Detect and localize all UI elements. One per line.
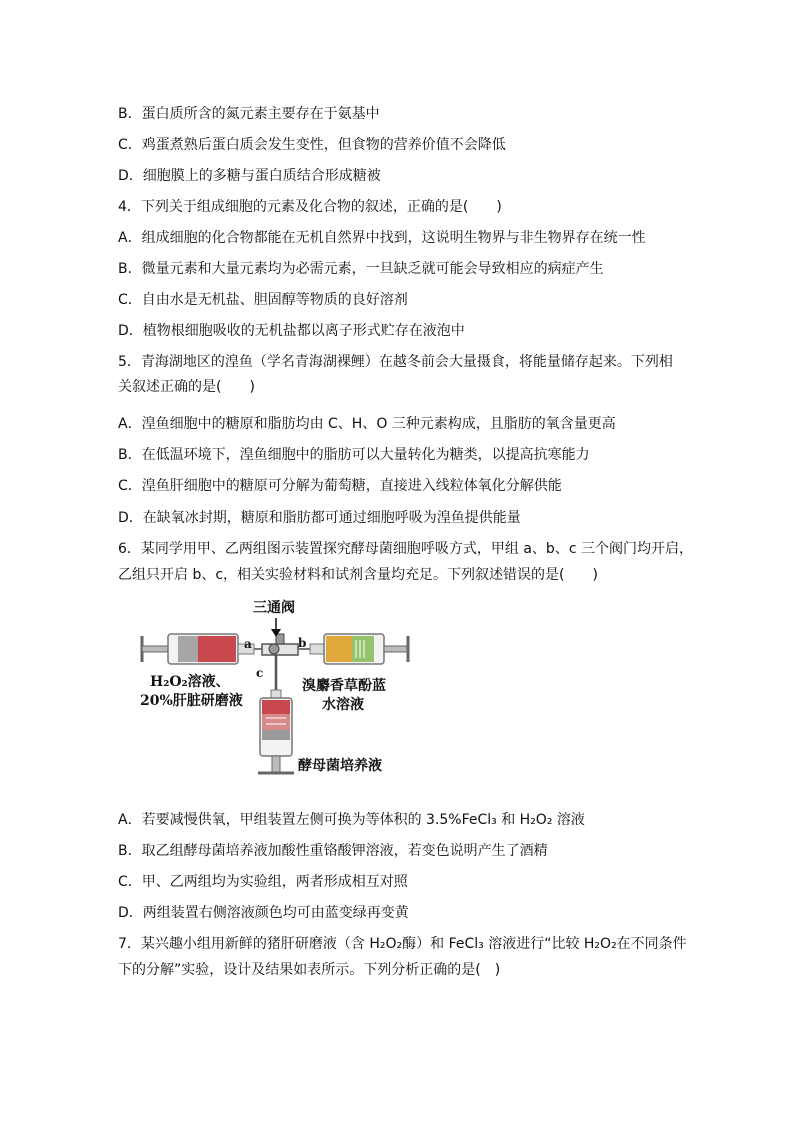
question-5-stem-cont: 关叙述正确的是( ) bbox=[118, 379, 255, 395]
port-b-label: b bbox=[298, 636, 307, 650]
option-d-q4: D．植物根细胞吸收的无机盐都以离子形式贮存在液泡中 bbox=[118, 323, 465, 339]
option-c-q3: C．鸡蛋煮熟后蛋白质会发生变性，但食物的营养价值不会降低 bbox=[118, 137, 506, 153]
option-a-q5: A．湟鱼细胞中的糖原和脂肪均由 C、H、O 三种元素构成，且脂肪的氧含量更高 bbox=[118, 416, 616, 432]
three-way-valve bbox=[262, 634, 298, 690]
question-6-stem-cont: 乙组只开启 b、c，相关实验材料和试剂含量均充足。下列叙述错误的是( ) bbox=[118, 567, 598, 583]
left-syringe-label-1: H₂O₂溶液、 bbox=[150, 674, 230, 690]
option-c-q6: C．甲、乙两组均为实验组，两者形成相互对照 bbox=[118, 874, 408, 890]
valve-label: 三通阀 bbox=[253, 600, 295, 616]
option-b-q5: B．在低温环境下，湟鱼细胞中的脂肪可以大量转化为糖类，以提高抗寒能力 bbox=[118, 447, 590, 463]
question-5-stem: 5．青海湖地区的湟鱼（学名青海湖裸鲤）在越冬前会大量摄食，将能量储存起来。下列相 bbox=[118, 354, 673, 370]
option-b-q3: B．蛋白质所含的氮元素主要存在于氨基中 bbox=[118, 106, 380, 122]
option-a-q6: A．若要减慢供氧，甲组装置左侧可换为等体积的 3.5%FeCl₃ 和 H₂O₂ 溶液 bbox=[118, 812, 585, 828]
right-syringe bbox=[310, 634, 408, 664]
question-4-stem: 4．下列关于组成细胞的元素及化合物的叙述，正确的是( ) bbox=[118, 199, 502, 215]
option-b-q6: B．取乙组酵母菌培养液加酸性重铬酸钾溶液，若变色说明产生了酒精 bbox=[118, 843, 548, 859]
option-c-q5: C．湟鱼肝细胞中的糖原可分解为葡萄糖，直接进入线粒体氧化分解供能 bbox=[118, 478, 562, 494]
option-c-q4: C．自由水是无机盐、胆固醇等物质的良好溶剂 bbox=[118, 292, 408, 308]
port-c-label: c bbox=[256, 666, 264, 680]
right-syringe-label-1: 溴麝香草酚蓝 bbox=[302, 678, 386, 694]
question-6-stem: 6．某同学用甲、乙两组图示装置探究酵母菌细胞呼吸方式，甲组 a、b、c 三个阀门均开启， bbox=[118, 541, 693, 557]
syringe-apparatus-figure bbox=[138, 600, 418, 790]
question-7-stem: 7．某兴趣小组用新鲜的猪肝研磨液（含 H₂O₂酶）和 FeCl₃ 溶液进行“比较 H₂O₂在不同条件 bbox=[118, 936, 687, 952]
question-7-stem-cont: 下的分解”实验，设计及结果如表所示。下列分析正确的是( ) bbox=[118, 962, 501, 978]
option-d-q3: D．细胞膜上的多糖与蛋白质结合形成糖被 bbox=[118, 168, 381, 184]
option-b-q4: B．微量元素和大量元素均为必需元素，一旦缺乏就可能会导致相应的病症产生 bbox=[118, 261, 604, 277]
right-syringe-label-2: 水溶液 bbox=[322, 697, 364, 713]
port-a-label: a bbox=[244, 637, 252, 651]
bottom-syringe bbox=[258, 690, 294, 773]
option-d-q5: D．在缺氧冰封期，糖原和脂肪都可通过细胞呼吸为湟鱼提供能量 bbox=[118, 510, 521, 526]
option-a-q4: A．组成细胞的化合物都能在无机自然界中找到，这说明生物界与非生物界存在统一性 bbox=[118, 230, 646, 246]
left-syringe-label-2: 20%肝脏研磨液 bbox=[140, 693, 243, 709]
option-d-q6: D．两组装置右侧溶液颜色均可由蓝变绿再变黄 bbox=[118, 905, 409, 921]
bottom-syringe-label: 酵母菌培养液 bbox=[298, 758, 382, 774]
